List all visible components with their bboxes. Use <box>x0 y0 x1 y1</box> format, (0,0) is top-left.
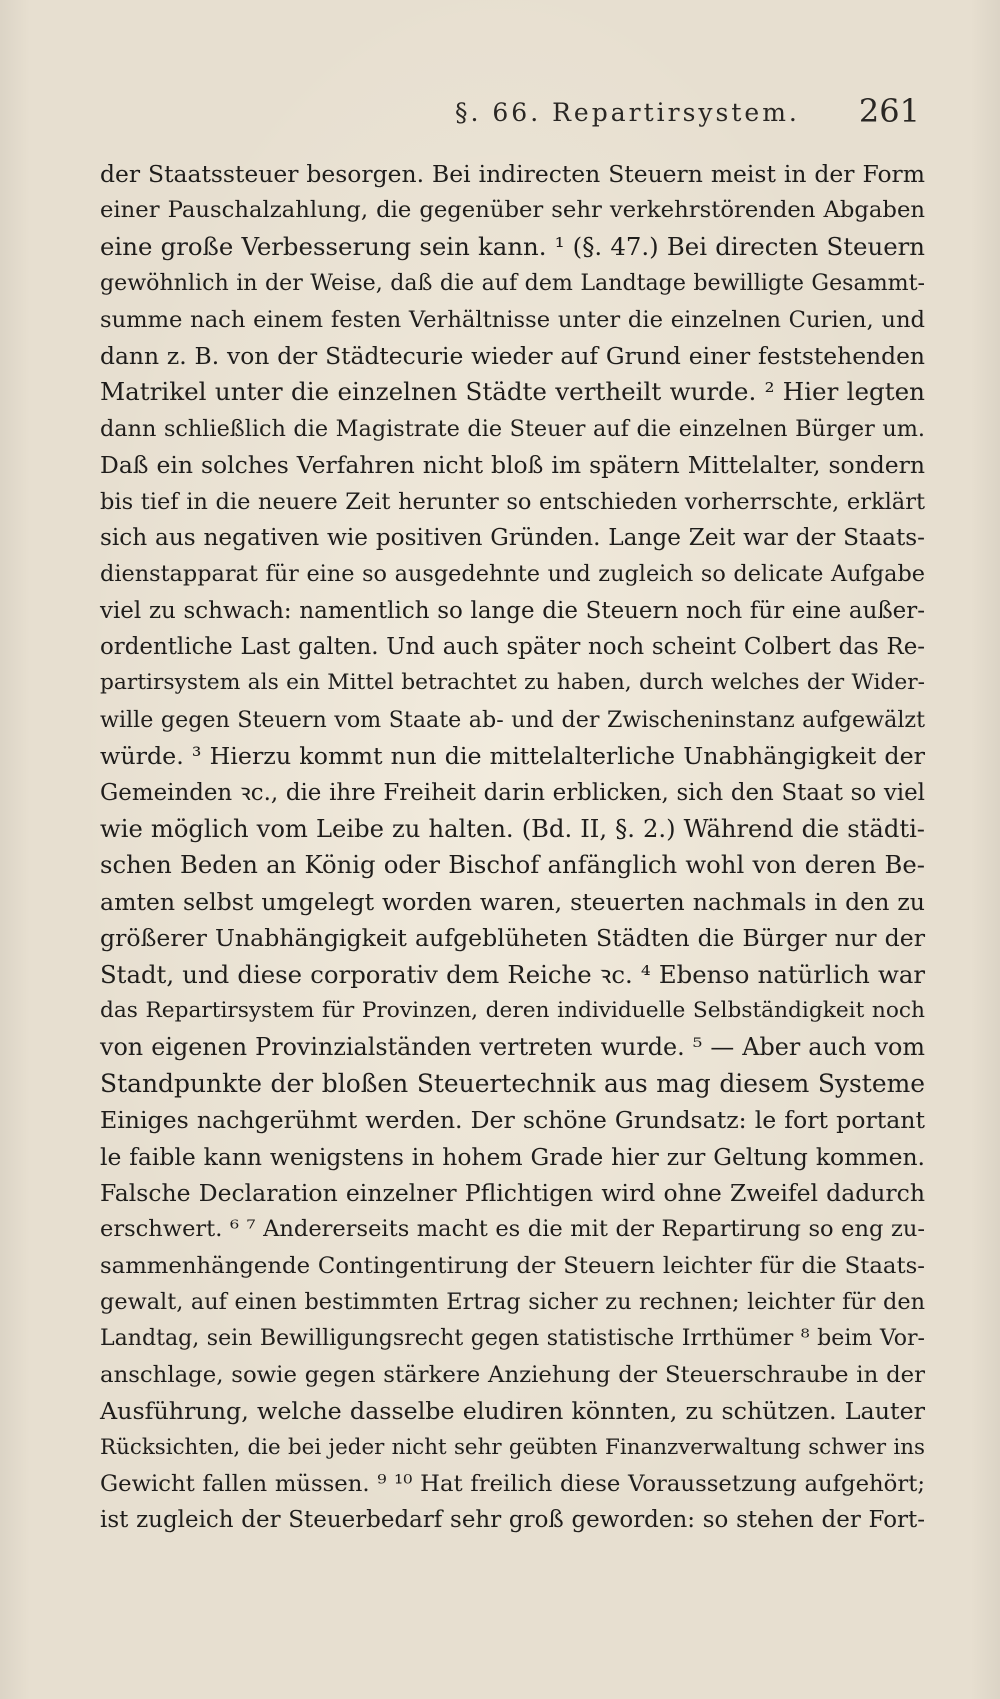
text-line: wille gegen Steuern vom Staate ab- und der Zwischeninstanz aufgewälzt <box>100 706 925 733</box>
text-line: sich aus negativen wie positiven Gründen. Lange Zeit war der Staats- <box>100 523 925 551</box>
running-title: §. 66. Repartirsystem. <box>455 98 800 127</box>
text-line: Stadt, und diese corporativ dem Reiche ꝛc. ⁴ Ebenso natürlich war <box>100 959 925 989</box>
text-line: sammenhängende Contingentirung der Steuern leichter für die Staats- <box>100 1252 925 1279</box>
text-line: Ausführung, welche dasselbe eludiren könnten, zu schützen. Lauter <box>100 1397 925 1426</box>
text-line: Daß ein solches Verfahren nicht bloß im spätern Mittelalter, sondern <box>100 451 925 480</box>
text-line: dann z. B. von der Städtecurie wieder auf Grund einer feststehenden <box>100 341 925 370</box>
text-line: Gewicht fallen müssen. ⁹ ¹⁰ Hat freilich diese Voraussetzung aufgehört; <box>100 1471 925 1498</box>
text-line: wie möglich vom Leibe zu halten. (Bd. II, §. 2.) Während die städti- <box>100 815 925 844</box>
text-line: größerer Unabhängigkeit aufgeblüheten Städten die Bürger nur der <box>100 924 925 953</box>
text-line: erschwert. ⁶ ⁷ Andererseits macht es die mit der Repartirung so eng zu- <box>100 1216 925 1243</box>
text-line: anschlage, sowie gegen stärkere Anziehung der Steuerschraube in der <box>100 1361 925 1388</box>
text-line: Einiges nachgerühmt werden. Der schöne Grundsatz: le fort portant <box>100 1106 925 1135</box>
text-line: dann schließlich die Magistrate die Steuer auf die einzelnen Bürger um. <box>100 415 925 442</box>
text-line: gewöhnlich in der Weise, daß die auf dem Landtage bewilligte Gesammt- <box>100 270 925 297</box>
text-line: eine große Verbesserung sein kann. ¹ (§. 47.) Bei directen Steuern <box>100 231 925 261</box>
page-number: 261 <box>858 92 920 130</box>
page-header <box>100 92 920 136</box>
text-line: würde. ³ Hierzu kommt nun die mittelalterliche Unabhängigkeit der <box>100 742 925 771</box>
text-line: bis tief in die neuere Zeit herunter so entschieden vorherrschte, erklärt <box>100 488 925 515</box>
text-line: der Staatssteuer besorgen. Bei indirecten Steuern meist in der Form <box>100 160 925 188</box>
text-line: von eigenen Provinzialständen vertreten wurde. ⁵ — Aber auch vom <box>100 1033 925 1062</box>
text-line: Standpunkte der bloßen Steuertechnik aus mag diesem Systeme <box>100 1068 925 1098</box>
text-line: gewalt, auf einen bestimmten Ertrag sicher zu rechnen; leichter für den <box>100 1289 925 1316</box>
text-line: Landtag, sein Bewilligungsrecht gegen statistische Irrthümer ⁸ beim Vor- <box>100 1325 925 1351</box>
text-line: summe nach einem festen Verhältnisse unter die einzelnen Curien, und <box>100 306 925 333</box>
text-line: Matrikel unter die einzelnen Städte vertheilt wurde. ² Hier legten <box>100 377 925 407</box>
text-line: amten selbst umgelegt worden waren, steuerten nachmals in den zu <box>100 887 925 916</box>
text-line: einer Pauschalzahlung, die gegenüber sehr verkehrstörenden Abgaben <box>100 197 925 224</box>
text-line: Rücksichten, die bei jeder nicht sehr geübten Finanzverwaltung schwer ins <box>100 1434 925 1460</box>
text-line: partirsystem als ein Mittel betrachtet zu haben, durch welches der Wider- <box>100 670 925 696</box>
text-line: viel zu schwach: namentlich so lange die Steuern noch für eine außer- <box>100 597 925 624</box>
text-line: ist zugleich der Steuerbedarf sehr groß geworden: so stehen der Fort- <box>100 1507 925 1534</box>
text-line: schen Beden an König oder Bischof anfänglich wohl von deren Be- <box>100 850 925 880</box>
text-line: Gemeinden ꝛc., die ihre Freiheit darin erblicken, sich den Staat so viel <box>100 779 925 806</box>
text-line: das Repartirsystem für Provinzen, deren individuelle Selbständigkeit noch <box>100 997 925 1023</box>
text-line: ordentliche Last galten. Und auch später noch scheint Colbert das Re- <box>100 634 925 661</box>
text-line: le faible kann wenigstens in hohem Grade hier zur Geltung kommen. <box>100 1142 925 1171</box>
body-text <box>100 156 925 1539</box>
text-line: dienstapparat für eine so ausgedehnte und zugleich so delicate Aufgabe <box>100 561 925 588</box>
text-line: Falsche Declaration einzelner Pflichtigen wird ohne Zweifel dadurch <box>100 1178 925 1207</box>
